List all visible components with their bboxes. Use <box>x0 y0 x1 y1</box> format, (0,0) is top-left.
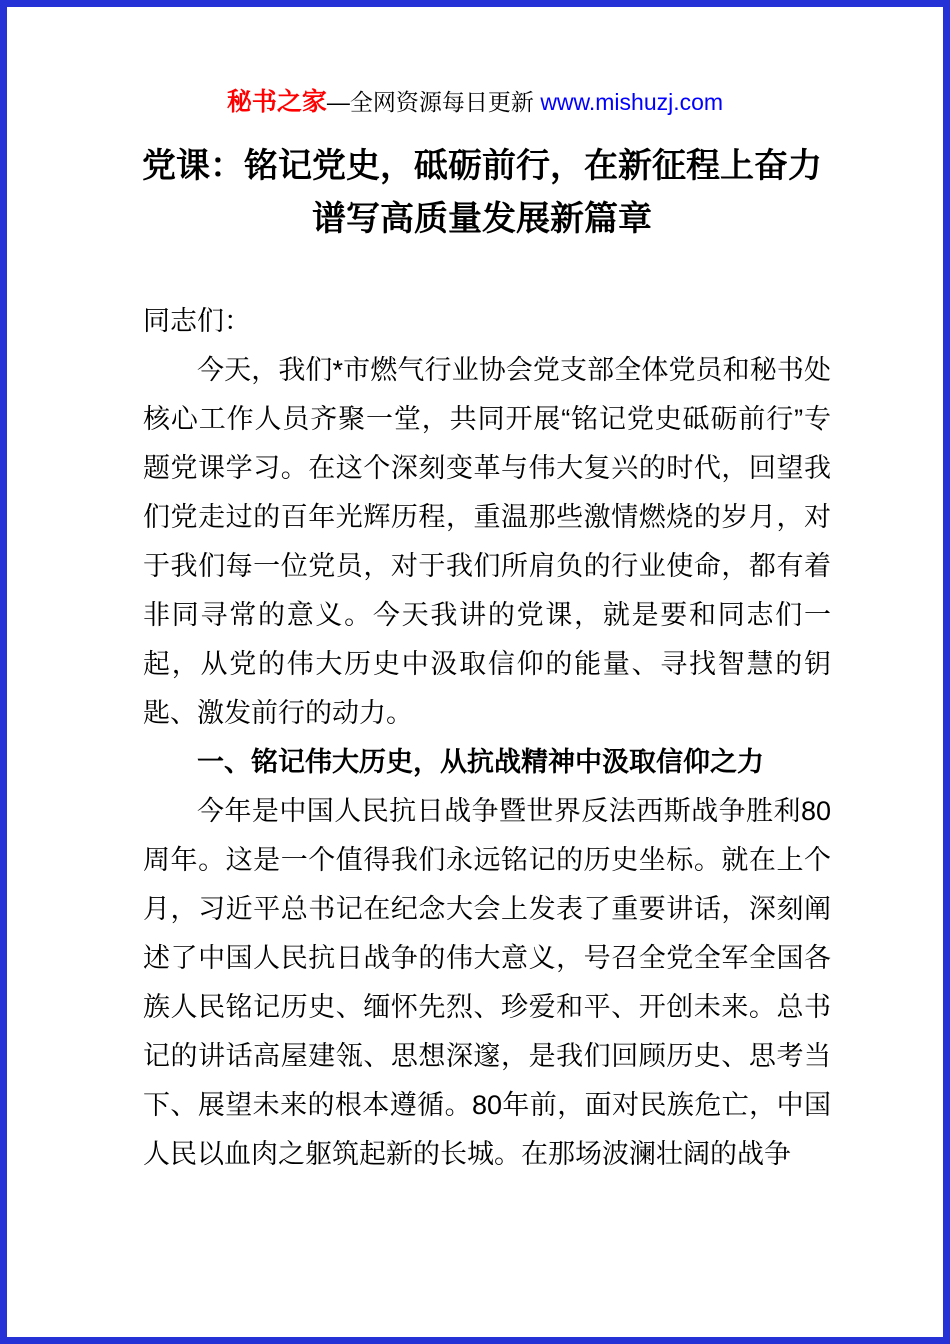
document-body <box>143 297 831 1179</box>
site-tagline: —全网资源每日更新 <box>326 89 541 115</box>
site-brand: 秘书之家 <box>226 88 327 116</box>
paragraph: 今天，我们*市燃气行业协会党支部全体党员和秘书处核心工作人员齐聚一堂，共同开展“铭记党史砥砺前行”专题党课学习。在这个深刻变革与伟大复兴的时代，回望我们党走过的百年光辉历程，重温那些激情燃烧的岁月，对于我们每一位党员，对于我们所肩负的行业使命，都有着非同寻常的意义。今天我讲的党课，就是要和同志们一起，从党的伟大历史中汲取信仰的能量、寻找智慧的钥匙、激发前行的动力。 <box>143 355 831 728</box>
site-header <box>7 87 943 117</box>
section-heading: 一、铭记伟大历史，从抗战精神中汲取信仰之力 <box>197 747 764 777</box>
salutation: 同志们： <box>143 306 251 336</box>
paragraph: 今年是中国人民抗日战争暨世界反法西斯战争胜利80周年。这是一个值得我们永远铭记的历史坐标。就在上个月，习近平总书记在纪念大会上发表了重要讲话，深刻阐述了中国人民抗日战争的伟大意义，号召全党全军全国各族人民铭记历史、缅怀先烈、珍爱和平、开创未来。总书记的讲话高屋建瓴、思想深邃，是我们回顾历史、思考当下、展望未来的根本遵循。80年前，面对民族危亡，中国人民以血肉之躯筑起新的长城。在那场波澜壮阔的战争 <box>143 796 831 1169</box>
document-title: 党课：铭记党史，砥砺前行，在新征程上奋力谱写高质量发展新篇章 <box>142 147 822 238</box>
site-url: www.mishuzj.com <box>540 89 724 115</box>
